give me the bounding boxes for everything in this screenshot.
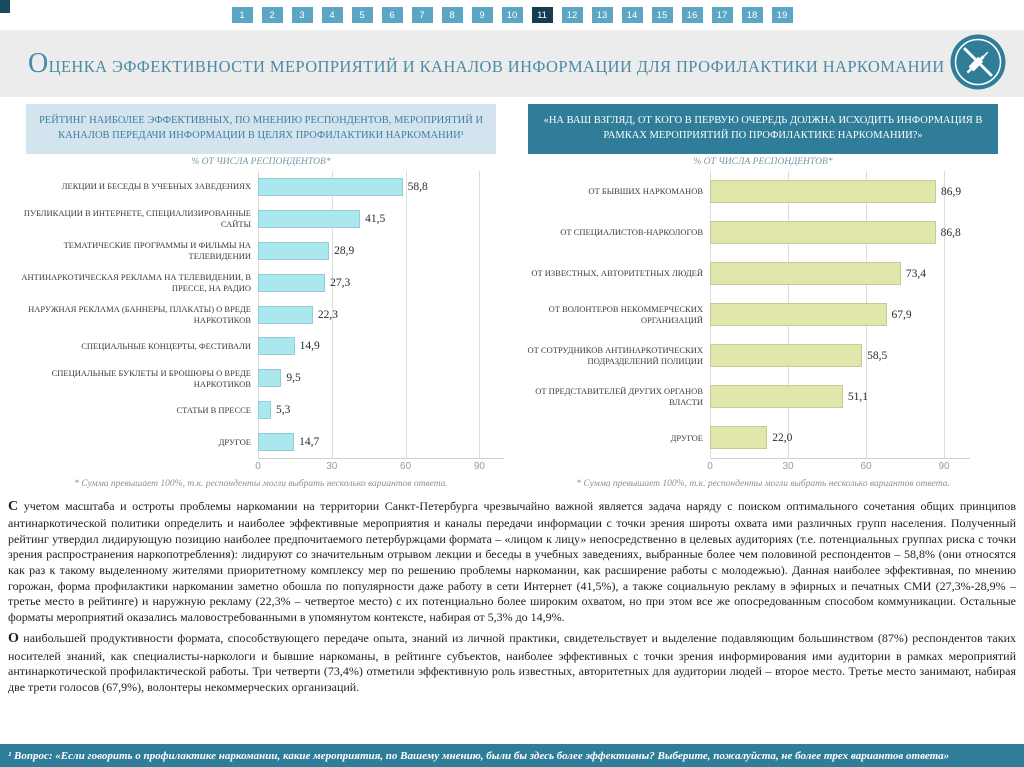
bar bbox=[258, 178, 403, 196]
bar-row bbox=[258, 267, 504, 299]
bar-value: 51,1 bbox=[847, 390, 868, 403]
bar-value: 22,0 bbox=[772, 431, 793, 444]
bar-value: 67,9 bbox=[891, 308, 912, 321]
category-label: СПЕЦИАЛЬНЫЕ БУКЛЕТЫ И БРОШЮРЫ О ВРЕДЕ НАРКОТИКОВ bbox=[51, 367, 251, 389]
bar-row bbox=[710, 294, 970, 335]
bar-value: 58,8 bbox=[407, 180, 428, 193]
chart-title: «НА ВАШ ВЗГЛЯД, ОТ КОГО В ПЕРВУЮ ОЧЕРЕДЬ ДОЛЖНА ИСХОДИТЬ ИНФОРМАЦИЯ В РАМКАХ МЕРОПРИЯТИЙ ПО ПРОФИЛАКТИКЕ НАРКОМАНИИ?» bbox=[528, 104, 998, 154]
title-initial: О bbox=[28, 47, 49, 79]
bar-row bbox=[258, 171, 504, 203]
bar bbox=[258, 210, 360, 228]
chart-subtitle: % ОТ ЧИСЛА РЕСПОНДЕНТОВ* bbox=[693, 157, 833, 167]
bar bbox=[258, 337, 295, 355]
category-label: ДРУГОЕ bbox=[218, 437, 251, 448]
x-tick-label: 30 bbox=[326, 461, 338, 472]
bar-value: 58,5 bbox=[867, 349, 888, 362]
page-number-1[interactable]: 1 bbox=[232, 7, 253, 23]
paragraph-1-body: учетом масштаба и остроты проблемы наркомании на территории Санкт-Петербурга чрезвычайно важной является задача наряду с поиском оптимального сочетания общих принципов антинаркотической политики определить и наиболее эффективные мероприятия и каналы передачи информации с точки зрения широты охвата ими различных групп населения. Полученный рейтинг утвердил лидирующую позицию наиболее предпочитаемого петербуржцами формата – «лицом к лицу» непосредственно в целевых аудиториях (т.е. потенциальных группах риска с точки зрения распространения наркопотребления): лидируют со значительным отрывом лекции и беседы в учебных заведениях, выбранные более чем половиной респондентов – 58,8% (они относятся как раз к такому выделенному жителями приоритетному комплексу мер по решению проблемы наркомании, как расширение работы с молодежью). Данная наиболее эффективная, по мнению горожан, форма профилактики наркомании заметно обошла по популярности даже работу в сети Интернет (41,5%), а также социальную рекламу в эфирных и печатных СМИ (27,3%-28,9% – третье место в рейтинге) и наружную рекламу (22,3% – четвертое место) с их потенциально более широким охватом, но при этом все же опосредованным способом коммуникации. Остальные форматы мероприятий оказались маловостребованными в упомянутом контексте, набирая от 5,3% до 14,9%. bbox=[8, 499, 1017, 624]
bar-row bbox=[710, 212, 970, 253]
x-tick-label: 60 bbox=[860, 461, 872, 472]
analysis-text bbox=[0, 489, 1024, 695]
page-title bbox=[28, 48, 945, 80]
charts-area bbox=[0, 97, 1024, 489]
category-label: ПУБЛИКАЦИИ В ИНТЕРНЕТЕ, СПЕЦИАЛИЗИРОВАННЫЕ САЙТЫ bbox=[23, 207, 251, 229]
category-label: ТЕМАТИЧЕСКИЕ ПРОГРАММЫ И ФИЛЬМЫ НА ТЕЛЕВИДЕНИИ bbox=[63, 239, 251, 261]
bar-row bbox=[258, 203, 504, 235]
bar-row bbox=[258, 362, 504, 394]
bar bbox=[258, 433, 294, 451]
bar bbox=[710, 303, 887, 326]
category-label: ОТ СОТРУДНИКОВ АНТИНАРКОТИЧЕСКИХ ПОДРАЗДЕЛЕНИЙ ПОЛИЦИИ bbox=[527, 345, 703, 367]
chart-title: РЕЙТИНГ НАИБОЛЕЕ ЭФФЕКТИВНЫХ, ПО МНЕНИЮ РЕСПОНДЕНТОВ, МЕРОПРИЯТИЙ И КАНАЛОВ ПЕРЕДАЧИ ИНФОРМАЦИИ В ЦЕЛЯХ ПРОФИЛАКТИКИ НАРКОМАНИИ¹ bbox=[26, 104, 496, 154]
bar-value: 73,4 bbox=[905, 267, 926, 280]
corner-mark bbox=[0, 0, 10, 13]
bar bbox=[710, 180, 936, 203]
bar-row bbox=[710, 335, 970, 376]
page-number-14[interactable]: 14 bbox=[622, 7, 643, 23]
category-label: СПЕЦИАЛЬНЫЕ КОНЦЕРТЫ, ФЕСТИВАЛИ bbox=[81, 341, 251, 352]
x-tick-label: 0 bbox=[707, 461, 713, 472]
bars-area bbox=[258, 171, 504, 459]
bar-row bbox=[710, 376, 970, 417]
page-number-15[interactable]: 15 bbox=[652, 7, 673, 23]
x-tick-label: 30 bbox=[782, 461, 794, 472]
bar-row bbox=[258, 235, 504, 267]
page-number-5[interactable]: 5 bbox=[352, 7, 373, 23]
bar-row bbox=[258, 426, 504, 458]
bar-value: 14,9 bbox=[299, 340, 320, 353]
bar bbox=[710, 426, 767, 449]
bar-value: 14,7 bbox=[299, 436, 320, 449]
category-label: АНТИНАРКОТИЧЕСКАЯ РЕКЛАМА НА ТЕЛЕВИДЕНИИ, В ПРЕССЕ, НА РАДИО bbox=[21, 271, 251, 293]
page-number-3[interactable]: 3 bbox=[292, 7, 313, 23]
footnote-bar: ¹ Вопрос: «Если говорить о профилактике наркомании, какие мероприятия, по Вашему мнению, были бы здесь более эффективны? Выберите, пожалуйста, не более трех вариантов ответа» bbox=[0, 744, 1024, 767]
bar-value: 86,9 bbox=[940, 185, 962, 198]
chart-effective-measures bbox=[10, 100, 512, 489]
category-label: ОТ ИЗВЕСТНЫХ, АВТОРИТЕТНЫХ ЛЮДЕЙ bbox=[531, 268, 703, 279]
plot bbox=[10, 171, 504, 459]
bar bbox=[258, 242, 329, 260]
bar-row bbox=[710, 171, 970, 212]
bar-row bbox=[258, 299, 504, 331]
category-labels bbox=[10, 171, 258, 459]
paragraph-1-lead: С bbox=[8, 499, 19, 514]
paragraph-2-body: наибольшей продуктивности формата, способствующего передаче опыта, знаний из личной практики, свидетельствует и выделение подавляющим большинством (87%) респондентов таких носителей знаний, как специалисты-наркологи и бывшие наркоманы, в рейтинге субъектов, наиболее эффективных с точки зрения информирования ими аудитории в рамках мероприятий антинаркотической профилактической работы. Три четверти (73,4%) отметили эффективную роль известных, авторитетных для аудитории людей – второе место. Третье место занимают, набирая две трети голосов (67,9%), волонтеры некоммерческих организаций. bbox=[8, 631, 1017, 694]
page-number-9[interactable]: 9 bbox=[472, 7, 493, 23]
page-number-7[interactable]: 7 bbox=[412, 7, 433, 23]
bar-value: 28,9 bbox=[334, 244, 355, 257]
page-number-2[interactable]: 2 bbox=[262, 7, 283, 23]
bar bbox=[258, 306, 313, 324]
page-number-12[interactable]: 12 bbox=[562, 7, 583, 23]
category-label: ДРУГОЕ bbox=[670, 432, 703, 443]
bar-value: 22,3 bbox=[317, 308, 338, 321]
plot bbox=[512, 171, 970, 459]
bar bbox=[258, 401, 271, 419]
paragraph-2 bbox=[8, 630, 1016, 695]
category-label: ОТ БЫВШИХ НАРКОМАНОВ bbox=[588, 186, 703, 197]
page-number-11[interactable]: 11 bbox=[532, 7, 553, 23]
x-axis bbox=[707, 459, 970, 474]
chart-footnote: * Сумма превышает 100%, т.к. респонденты могли выбрать несколько вариантов ответа. bbox=[74, 479, 448, 489]
x-tick-label: 0 bbox=[255, 461, 261, 472]
bar-row bbox=[258, 330, 504, 362]
bar-value: 5,3 bbox=[276, 404, 291, 417]
bars-area bbox=[710, 171, 970, 459]
chart-information-sources bbox=[512, 100, 1014, 489]
title-rest: ЦЕНКА ЭФФЕКТИВНОСТИ МЕРОПРИЯТИЙ И КАНАЛОВ ИНФОРМАЦИИ ДЛЯ ПРОФИЛАКТИКИ НАРКОМАНИИ bbox=[48, 56, 945, 76]
bar-value: 27,3 bbox=[330, 276, 351, 289]
bar-row bbox=[710, 253, 970, 294]
page-number-18[interactable]: 18 bbox=[742, 7, 763, 23]
bar-value: 41,5 bbox=[365, 212, 386, 225]
slide-header bbox=[0, 30, 1024, 97]
category-label: ЛЕКЦИИ И БЕСЕДЫ В УЧЕБНЫХ ЗАВЕДЕНИЯХ bbox=[61, 181, 251, 192]
bar bbox=[710, 262, 901, 285]
page-number-17[interactable]: 17 bbox=[712, 7, 733, 23]
chart-footnote: * Сумма превышает 100%, т.к. респонденты могли выбрать несколько вариантов ответа. bbox=[576, 479, 950, 489]
no-drugs-icon bbox=[950, 34, 1006, 90]
bar-value: 9,5 bbox=[286, 372, 301, 385]
category-label: ОТ СПЕЦИАЛИСТОВ-НАРКОЛОГОВ bbox=[560, 227, 703, 238]
page-number-6[interactable]: 6 bbox=[382, 7, 403, 23]
category-label: ОТ ВОЛОНТЕРОВ НЕКОММЕРЧЕСКИХ ОРГАНИЗАЦИЙ bbox=[548, 303, 703, 325]
x-tick-label: 90 bbox=[938, 461, 950, 472]
category-label: ОТ ПРЕДСТАВИТЕЛЕЙ ДРУГИХ ОРГАНОВ ВЛАСТИ bbox=[535, 386, 703, 408]
x-axis bbox=[255, 459, 504, 474]
page-number-13[interactable]: 13 bbox=[592, 7, 613, 23]
bar bbox=[710, 221, 936, 244]
bar-value: 86,8 bbox=[940, 226, 961, 239]
bar-row bbox=[258, 394, 504, 426]
x-tick-label: 90 bbox=[473, 461, 485, 472]
category-label: НАРУЖНАЯ РЕКЛАМА (БАННЕРЫ, ПЛАКАТЫ) О ВРЕДЕ НАРКОТИКОВ bbox=[28, 303, 251, 325]
bar bbox=[258, 369, 281, 387]
page-number-16[interactable]: 16 bbox=[682, 7, 703, 23]
chart-subtitle: % ОТ ЧИСЛА РЕСПОНДЕНТОВ* bbox=[191, 157, 331, 167]
page-number-4[interactable]: 4 bbox=[322, 7, 343, 23]
paragraph-2-lead: О bbox=[8, 631, 19, 647]
bar bbox=[710, 344, 862, 367]
category-labels bbox=[512, 171, 710, 459]
category-label: СТАТЬИ В ПРЕССЕ bbox=[176, 405, 251, 416]
page-number-8[interactable]: 8 bbox=[442, 7, 463, 23]
paragraph-1 bbox=[8, 498, 1016, 625]
page-number-19[interactable]: 19 bbox=[772, 7, 793, 23]
page-number-10[interactable]: 10 bbox=[502, 7, 523, 23]
page-nav bbox=[0, 0, 1024, 30]
x-tick-label: 60 bbox=[400, 461, 412, 472]
bar-row bbox=[710, 417, 970, 458]
bar bbox=[710, 385, 843, 408]
bar bbox=[258, 274, 325, 292]
